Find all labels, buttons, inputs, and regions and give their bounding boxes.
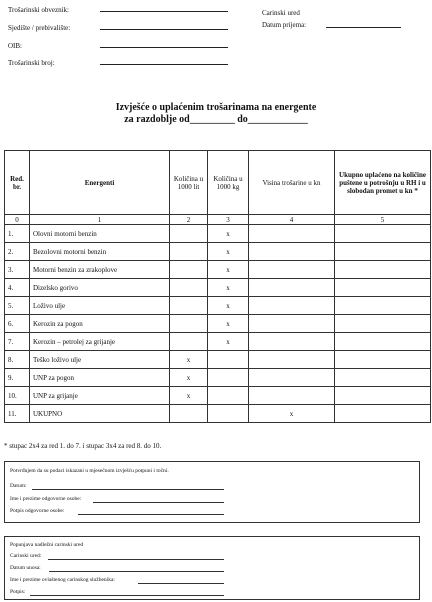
total-paid-cell <box>335 297 431 315</box>
header-row-number: Red. br. <box>5 151 30 215</box>
header-qty-kg: Količina u 1000 kg <box>208 151 249 215</box>
row-number: 2. <box>5 243 30 261</box>
excise-number-line <box>100 64 228 65</box>
qty-kg-cell: x <box>208 333 249 351</box>
qty-kg-cell: x <box>208 225 249 243</box>
excise-amount-cell <box>249 279 335 297</box>
energent-name: Dizelsko gorivo <box>30 279 170 297</box>
customs-office-field-line <box>48 559 224 560</box>
officer-signature-line <box>30 595 224 596</box>
row-number: 11. <box>5 405 30 423</box>
entry-date-line <box>49 571 224 572</box>
taxpayer-line <box>100 11 228 12</box>
table-header-row <box>5 151 431 215</box>
header-energents: Energenti <box>30 151 170 215</box>
entry-date-label: Datum unosa: <box>10 565 41 571</box>
qty-liters-cell: x <box>170 369 208 387</box>
table-row <box>5 261 431 279</box>
oib-line <box>100 47 228 48</box>
excise-amount-cell <box>249 369 335 387</box>
table-row <box>5 279 431 297</box>
qty-kg-cell <box>208 405 249 423</box>
total-paid-cell <box>335 369 431 387</box>
row-number: 10. <box>5 387 30 405</box>
table-row <box>5 315 431 333</box>
energent-name: UNP za grijanje <box>30 387 170 405</box>
total-paid-cell <box>335 315 431 333</box>
qty-liters-cell <box>170 297 208 315</box>
excise-amount-cell <box>249 387 335 405</box>
document-period: za razdoblje od_________ do____________ <box>124 114 308 125</box>
table-row <box>5 333 431 351</box>
qty-kg-cell <box>208 369 249 387</box>
officer-name-label: Ime i prezime ovlaštenog carinskog službenika: <box>10 577 115 583</box>
row-number: 5. <box>5 297 30 315</box>
qty-liters-cell <box>170 333 208 351</box>
qty-kg-cell <box>208 351 249 369</box>
qty-liters-cell <box>170 225 208 243</box>
energent-name: Bezolovni motorni benzin <box>30 243 170 261</box>
energent-name: Kerozin za pogon <box>30 315 170 333</box>
receipt-date-line <box>326 27 401 28</box>
table-row <box>5 405 431 423</box>
qty-liters-cell <box>170 279 208 297</box>
excise-amount-cell <box>249 225 335 243</box>
col-num-3: 3 <box>208 215 249 225</box>
energent-name: UNP za pogon <box>30 369 170 387</box>
excise-amount-cell <box>249 297 335 315</box>
excise-amount-cell <box>249 261 335 279</box>
table-row <box>5 369 431 387</box>
col-num-4: 4 <box>249 215 335 225</box>
qty-liters-cell <box>170 243 208 261</box>
total-paid-cell <box>335 279 431 297</box>
column-number-row <box>5 215 431 225</box>
qty-kg-cell: x <box>208 279 249 297</box>
confirmation-box <box>4 461 420 523</box>
energent-name: Loživo ulje <box>30 297 170 315</box>
total-paid-cell <box>335 333 431 351</box>
qty-kg-cell: x <box>208 297 249 315</box>
row-number: 8. <box>5 351 30 369</box>
date-label: Datum: <box>10 483 27 489</box>
col-num-2: 2 <box>170 215 208 225</box>
customs-office-field-label: Carinski ured: <box>10 553 42 559</box>
energent-name: Kerozin – petrolej za grijanje <box>30 333 170 351</box>
excise-amount-cell <box>249 243 335 261</box>
energent-name: Teško loživo ulje <box>30 351 170 369</box>
table-row <box>5 297 431 315</box>
total-paid-cell <box>335 243 431 261</box>
receipt-date-label: Datum prijema: <box>262 21 307 29</box>
col-num-1: 1 <box>30 215 170 225</box>
qty-kg-cell: x <box>208 243 249 261</box>
qty-kg-cell: x <box>208 261 249 279</box>
col-num-5: 5 <box>335 215 431 225</box>
total-paid-cell <box>335 387 431 405</box>
energent-name: UKUPNO <box>30 405 170 423</box>
excise-table <box>4 150 431 423</box>
responsible-name-line <box>93 502 224 503</box>
total-paid-cell <box>335 351 431 369</box>
table-row <box>5 243 431 261</box>
row-number: 4. <box>5 279 30 297</box>
qty-liters-cell <box>170 315 208 333</box>
header-total-paid: Ukupno uplaćeno na količine puštene u potrošnju u RH i u slobodan promet u kn * <box>335 151 431 215</box>
row-number: 7. <box>5 333 30 351</box>
excise-number-label: Trošarinski broj: <box>8 59 55 67</box>
qty-liters-cell: x <box>170 351 208 369</box>
qty-liters-cell <box>170 261 208 279</box>
row-number: 9. <box>5 369 30 387</box>
customs-heading: Popunjava nadležni carinski ured <box>10 542 84 548</box>
row-number: 1. <box>5 225 30 243</box>
document-title: Izvješće o uplaćenim trošarinama na energente <box>115 102 317 113</box>
total-paid-cell <box>335 405 431 423</box>
excise-amount-cell <box>249 351 335 369</box>
col-num-0: 0 <box>5 215 30 225</box>
excise-amount-cell: x <box>249 405 335 423</box>
excise-amount-cell <box>249 315 335 333</box>
confirmation-heading: Potvrđujem da su podaci iskazani u mjesečnom izvješću potpuni i točni. <box>10 468 169 474</box>
qty-kg-cell: x <box>208 315 249 333</box>
officer-name-line <box>138 583 224 584</box>
responsible-signature-label: Potpis odgovorne osobe: <box>10 508 65 514</box>
qty-kg-cell <box>208 387 249 405</box>
total-paid-cell <box>335 225 431 243</box>
qty-liters-cell: x <box>170 387 208 405</box>
table-row <box>5 351 431 369</box>
customs-office-box <box>4 536 420 600</box>
qty-liters-cell <box>170 405 208 423</box>
footnote: * stupac 2x4 za red 1. do 7. i stupac 3x4 za red 8. do 10. <box>4 442 162 450</box>
responsible-name-label: Ime i prezime odgovorne osobe: <box>10 496 82 502</box>
table-row <box>5 387 431 405</box>
excise-amount-cell <box>249 333 335 351</box>
seat-label: Sjedište / prebivalište: <box>8 24 71 32</box>
oib-label: OIB: <box>8 42 22 50</box>
date-line <box>32 489 224 490</box>
header-qty-liters: Količina u 1000 lit <box>170 151 208 215</box>
energent-name: Motorni benzin za zrakoplove <box>30 261 170 279</box>
total-paid-cell <box>335 261 431 279</box>
officer-signature-label: Potpis: <box>10 589 26 595</box>
table-row <box>5 225 431 243</box>
energent-name: Olovni motorni benzin <box>30 225 170 243</box>
responsible-signature-line <box>78 514 224 515</box>
row-number: 6. <box>5 315 30 333</box>
row-number: 3. <box>5 261 30 279</box>
seat-line <box>100 29 228 30</box>
header-excise-amount: Visina trošarine u kn <box>249 151 335 215</box>
taxpayer-label: Trošarinski obveznik: <box>8 6 69 14</box>
customs-office-label: Carinski ured <box>262 9 300 17</box>
